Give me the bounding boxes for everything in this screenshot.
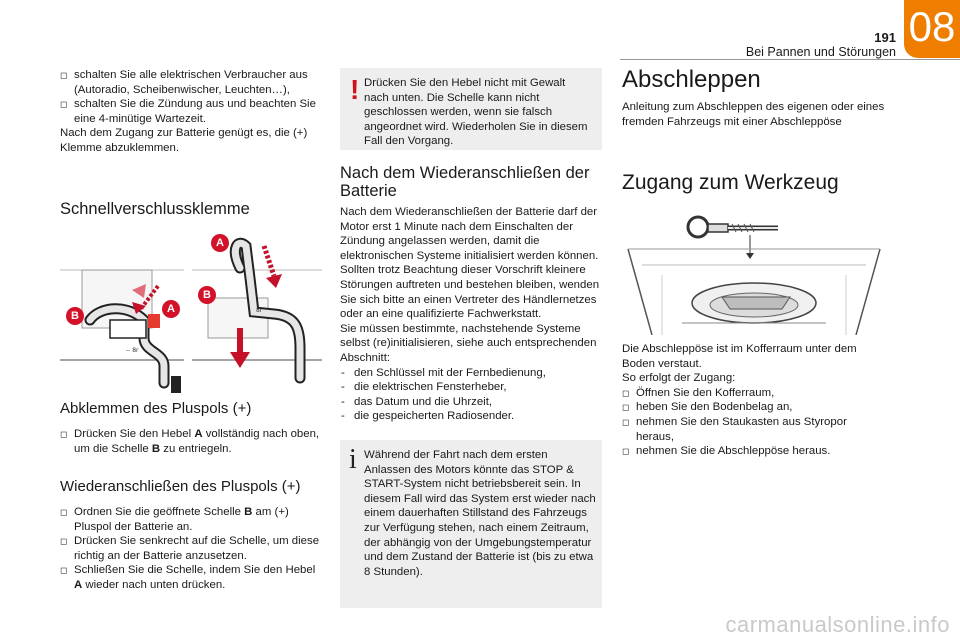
bullet-icon: ◻	[60, 565, 68, 576]
figure-label-b: B	[198, 286, 216, 304]
list-item-text: Öffnen Sie den Kofferraum,	[636, 386, 775, 399]
svg-text:-- 8r: -- 8r	[126, 347, 139, 354]
chapter-tab	[904, 0, 960, 58]
text-run: Drücken Sie den Hebel	[74, 428, 195, 440]
list-item	[622, 415, 884, 444]
bullet-icon: ◻	[622, 387, 630, 398]
towing-eye-illustration	[622, 205, 886, 335]
towing-text: Anleitung zum Abschleppen des eigenen oder eines fremden Fahrzeugs mit einer Abschleppöse	[622, 101, 885, 128]
trunk-figure	[622, 205, 886, 335]
list-item-text: heben Sie den Bodenbelag an,	[636, 401, 793, 414]
tool-access-steps	[622, 342, 884, 459]
svg-text:8r: 8r	[256, 307, 263, 314]
page-number: 191	[874, 30, 896, 45]
list-item	[60, 68, 322, 97]
reconnect-steps	[60, 505, 322, 593]
list-item	[60, 427, 322, 456]
bullet-icon: ◻	[622, 446, 630, 457]
dash-marker: -	[341, 395, 345, 408]
ref-lever-a: A	[194, 428, 203, 440]
header-rule	[620, 59, 960, 60]
list-item	[340, 395, 602, 410]
list-item-text: Drücken Sie senkrecht auf die Schelle, um diese richtig an der Batterie anzusetzen.	[74, 535, 320, 562]
info-box	[340, 440, 602, 608]
paragraph: Sie müssen bestimmte, nachstehende Systeme selbst (re)initialisieren, siehe auch entsprechenden Abschnitt:	[340, 322, 597, 364]
heading-after-reconnect: Nach dem Wiederanschließen der Batterie	[340, 164, 590, 200]
bullet-icon: ◻	[60, 70, 68, 80]
text-run: wieder nach unten drücken.	[82, 578, 226, 591]
paragraph: So erfolgt der Zugang:	[622, 372, 736, 385]
list-item-text: schalten Sie alle elektrischen Verbraucher aus (Autoradio, Scheibenwischer, Leuchten…),	[74, 69, 308, 96]
list-item	[340, 409, 602, 424]
footer-watermark[interactable]: carmanualsonline.info	[725, 612, 950, 637]
bullet-icon: ◻	[60, 507, 68, 517]
list-item	[60, 97, 322, 126]
dash-marker: -	[341, 410, 345, 423]
paragraph: Nach dem Wiederanschließen der Batterie darf der Motor erst 1 Minute nach dem Einschalten der Zündung angelassen werden, damit die elektronischen Systeme initialisiert werden können. Sollten trotz Beachtung dieser Vorschrift kleinere Störungen auftreten und bestehen bleiben, wenden Sie sich bitte an einen Vertreter des Händlernetzes oder an eine qualifizierte Fachwerkstatt.	[340, 206, 600, 321]
list-item	[622, 400, 884, 415]
list-item-text: die elektrischen Fensterheber,	[354, 381, 507, 394]
warning-box	[340, 68, 602, 150]
bullet-icon: ◻	[622, 416, 630, 427]
text-run: Ordnen Sie die geöffnete Schelle	[74, 506, 245, 518]
list-item	[622, 444, 884, 459]
ref-lever-a: A	[74, 578, 83, 591]
warning-icon: !	[350, 74, 360, 105]
ref-clamp-b: B	[151, 442, 161, 455]
figure-label-b: B	[66, 307, 84, 325]
battery-clamp-figure	[60, 228, 322, 393]
dash-marker: -	[341, 381, 345, 394]
chapter-title: Bei Pannen und Störungen	[745, 45, 896, 59]
figure-label-a: A	[162, 300, 180, 318]
figure-label-a: A	[211, 234, 229, 252]
bullet-icon: ◻	[60, 536, 68, 547]
text-run: vollständig nach oben, um die Schelle	[74, 428, 320, 455]
column-1	[60, 68, 322, 156]
info-icon: i	[349, 444, 357, 475]
ref-clamp-b: B	[244, 506, 253, 518]
chapter-tab-number: 08	[908, 3, 956, 50]
list-item-text: das Datum und die Uhrzeit,	[354, 395, 493, 408]
list-item	[60, 534, 322, 563]
heading-tool-access: Zugang zum Werkzeug	[622, 171, 839, 194]
list-item-text: den Schlüssel mit der Fernbedienung,	[354, 366, 546, 379]
paragraph: Die Abschleppöse ist im Kofferraum unter dem Boden verstaut.	[622, 343, 857, 370]
list-item-text: nehmen Sie die Abschleppöse heraus.	[636, 445, 831, 458]
heading-disconnect: Abklemmen des Pluspols (+)	[60, 400, 252, 417]
list-item-text: nehmen Sie den Staukasten aus Styropor heraus,	[636, 415, 847, 443]
disconnect-steps	[60, 427, 322, 456]
list-item	[60, 563, 322, 592]
text-run: Schließen Sie die Schelle, indem Sie den Hebel	[74, 564, 316, 577]
list-item	[340, 366, 602, 381]
heading-reconnect: Wiederanschließen des Pluspols (+)	[60, 478, 301, 495]
list-item-text: schalten Sie die Zündung aus und beachten Sie eine 4-minütige Wartezeit.	[74, 98, 316, 125]
list-item-text: die gespeicherten Radiosender.	[354, 410, 515, 423]
heading-towing: Abschleppen	[622, 66, 761, 93]
after-reconnect-text	[340, 205, 602, 424]
battery-clamp-illustration	[60, 228, 322, 393]
heading-quick-release: Schnellverschlussklemme	[60, 200, 250, 218]
text-run: zu entriegeln.	[160, 442, 232, 455]
list-item	[60, 505, 322, 534]
text-run: am (+) Pluspol der Batterie an.	[74, 506, 289, 533]
bullet-icon: ◻	[60, 429, 68, 439]
list-item	[622, 386, 884, 401]
dash-marker: -	[341, 366, 345, 379]
warning-text: Drücken Sie den Hebel nicht mit Gewalt nach unten. Die Schelle kann nicht geschlossen werden, wenn sie falsch angeordnet wird. Wiederholen Sie in diesem Fall den Vorgang.	[364, 77, 588, 148]
intro-text: Nach dem Zugang zur Batterie genügt es, die (+) Klemme abzuklemmen.	[60, 127, 308, 154]
list-item	[340, 380, 602, 395]
bullet-icon: ◻	[622, 402, 630, 413]
info-text: Während der Fahrt nach dem ersten Anlassen des Motors könnte das STOP & START-System nicht betriebsbereit sein. In diesem Fall wird das System erst wieder nach einem dauerhaften Stillstand des Fahrzeugs zur Verfügung stehen, nach einem Zeitraum, der abhängig von der Umgebungstemperatur und dem Zustand der Batterie ist (bis zu etwa 8 Stunden).	[364, 449, 596, 578]
bullet-icon: ◻	[60, 99, 68, 110]
